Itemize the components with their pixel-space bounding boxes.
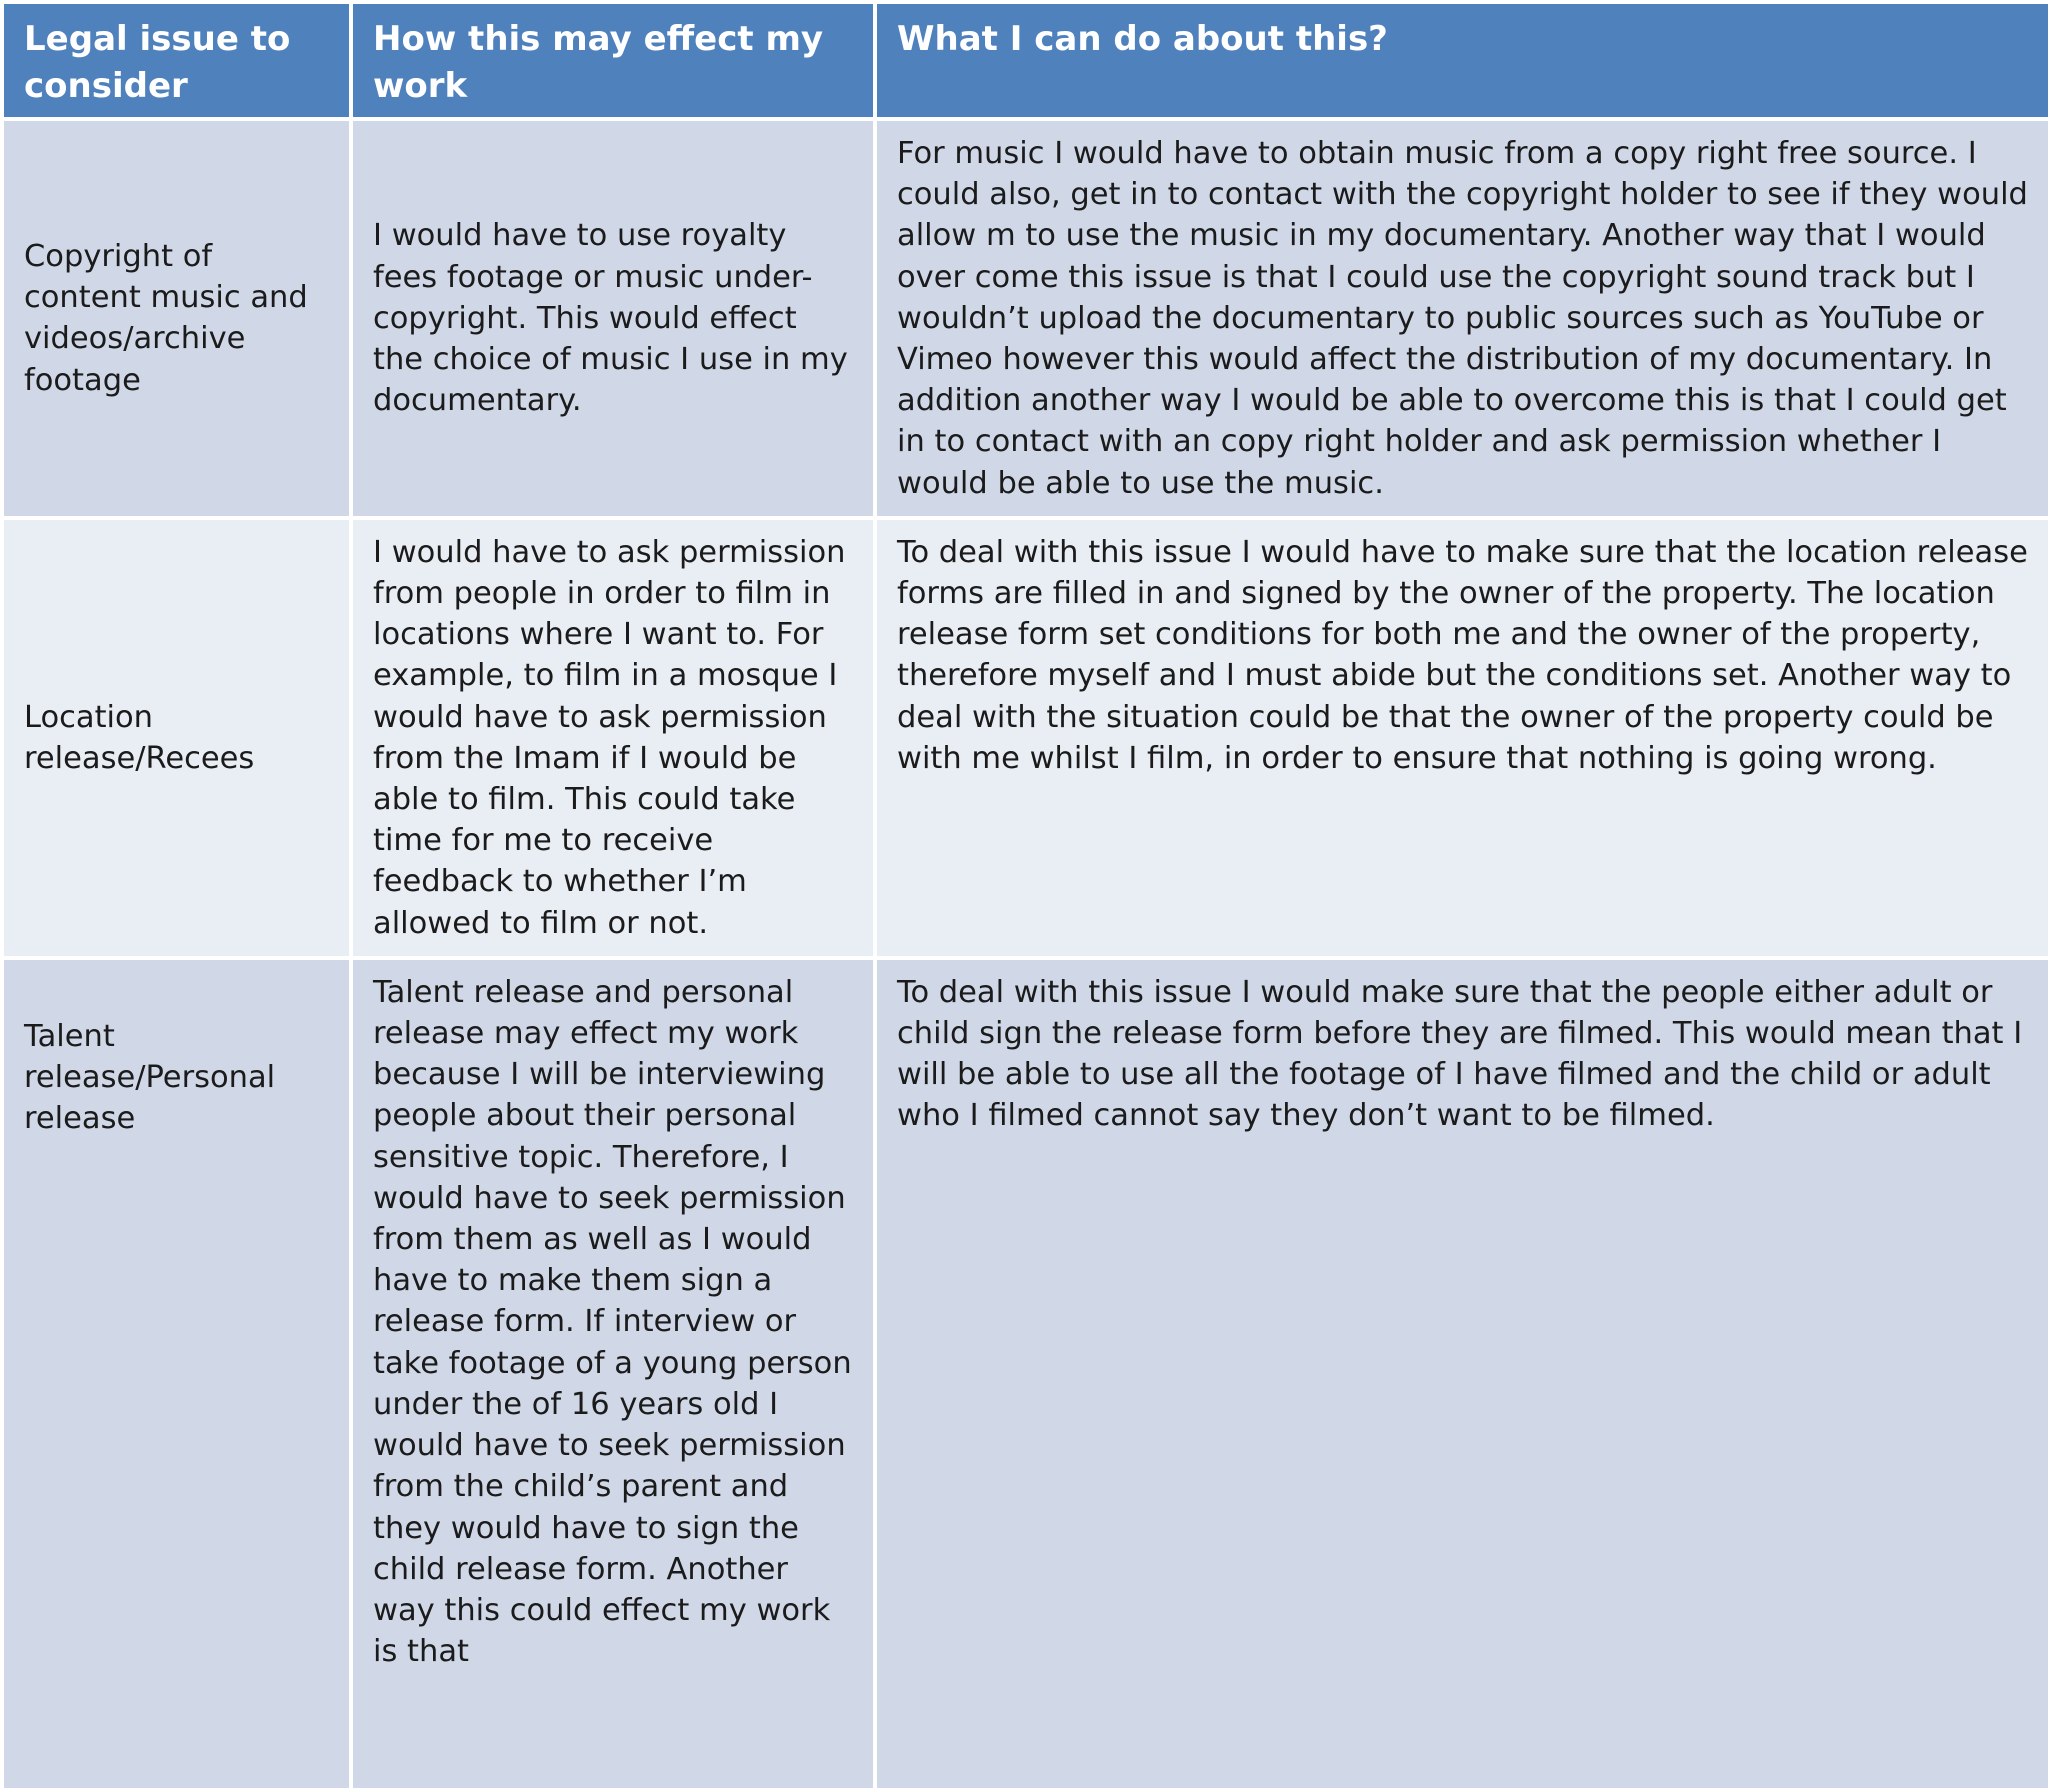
table-row-location-release (2, 518, 2050, 958)
issue-cell: Talent release/Personal release (2, 958, 351, 1790)
effect-cell: I would have to use royalty fees footage or music under-copyright. This would effect the choice of music I use in my documentary. (351, 119, 875, 518)
header-legal-issue: Legal issue to consider (2, 2, 351, 119)
table-row-copyright (2, 119, 2050, 518)
action-cell: To deal with this issue I would make sure that the people either adult or child sign the release form before they are filmed. This would mean that I will be able to use all the footage of I have filmed and the child or adult who I filmed cannot say they don’t want to be filmed. (875, 958, 2050, 1790)
header-what-i-can-do: What I can do about this? (875, 2, 2050, 119)
header-effect-on-work: How this may effect my work (351, 2, 875, 119)
effect-cell: Talent release and personal release may effect my work because I will be interviewing people about their personal sensitive topic. Therefore, I would have to seek permission from them as well as I would have to make them sign a release form. If interview or take footage of a young person under the of 16 years old I would have to seek permission from the child’s parent and they would have to sign the child release form. Another way this could effect my work is that (351, 958, 875, 1790)
header-row (2, 2, 2050, 119)
table-row-talent-release (2, 958, 2050, 1790)
action-cell: To deal with this issue I would have to make sure that the location release forms are filled in and signed by the owner of the property. The location release form set conditions for both me and the owner of the property, therefore myself and I must abide but the conditions set. Another way to deal with the situation could be that the owner of the property could be with me whilst I film, in order to ensure that nothing is going wrong. (875, 518, 2050, 958)
effect-cell: I would have to ask permission from people in order to film in locations where I want to. For example, to film in a mosque I would have to ask permission from the Imam if I would be able to film. This could take time for me to receive feedback to whether I’m allowed to film or not. (351, 518, 875, 958)
action-cell: For music I would have to obtain music from a copy right free source. I could also, get in to contact with the copyright holder to see if they would allow m to use the music in my documentary. Another way that I would over come this issue is that I could use the copyright sound track but I wouldn’t upload the documentary to public sources such as YouTube or Vimeo however this would affect the distribution of my documentary. In addition another way I would be able to overcome this is that I could get in to contact with an copy right holder and ask permission whether I would be able to use the music. (875, 119, 2050, 518)
issue-cell: Location release/Recees (2, 518, 351, 958)
issue-cell: Copyright of content music and videos/archive footage (2, 119, 351, 518)
